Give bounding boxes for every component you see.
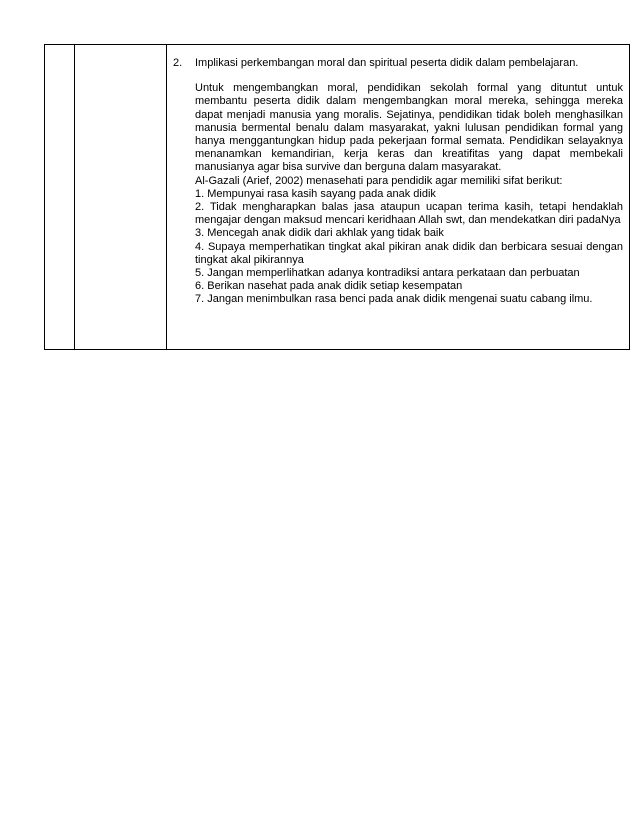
list-item: 3. Mencegah anak didik dari akhlak yang tidak baik xyxy=(195,227,444,240)
document-table xyxy=(44,44,630,350)
list-item: 1. Mempunyai rasa kasih sayang pada anak didik xyxy=(195,187,436,200)
list-item: 5. Jangan memperlihatkan adanya kontradiksi antara perkataan dan perbuatan xyxy=(195,267,580,280)
list-item: 4. Supaya memperhatikan tingkat akal pikiran anak didik dan berbicara sesuai dengan tingkat akal pikirannya xyxy=(195,240,623,266)
paragraph-moral-development: Untuk mengembangkan moral, pendidikan sekolah formal yang dituntut untuk membantu peserta didik dalam mengembangkan moral mereka, sehingga mereka dapat menjadi manusia yang moralis. Sejatinya, pendidikan tidak boleh menghasilkan manusia bermental benalu dalam masyarakat, yakni lulusan pendidikan formal yang hanya menggantungkan hidup pada pekerjaan formal semata. Pendidikan selayaknya menanamkan kemandirian, kerja keras dan kreatifitas yang dapat membekali manusianya agar bisa survive dan berguna dalam masyarakat. xyxy=(195,82,623,174)
list-item: 2. Tidak mengharapkan balas jasa ataupun ucapan terima kasih, tetapi hendaklah mengajar dengan maksud mencari keridhaan Allah swt, dan mendekatkan diri padaNya xyxy=(195,201,623,227)
list-item: 6. Berikan nasehat pada anak didik setiap kesempatan xyxy=(195,280,463,293)
section-heading xyxy=(167,57,629,70)
table-column-blank xyxy=(75,45,167,349)
section-number: 2. xyxy=(173,57,183,69)
section-title: Implikasi perkembangan moral dan spiritual peserta didik dalam pembelajaran. xyxy=(195,57,579,69)
paragraph-al-gazali: Al-Gazali (Arief, 2002) menasehati para pendidik agar memiliki sifat berikut: xyxy=(195,174,563,187)
list-item: 7. Jangan menimbulkan rasa benci pada anak didik mengenai suatu cabang ilmu. xyxy=(195,293,593,306)
section-body xyxy=(195,82,623,306)
table-column-content xyxy=(167,45,629,349)
content-block xyxy=(167,57,629,307)
table-column-number xyxy=(45,45,75,349)
